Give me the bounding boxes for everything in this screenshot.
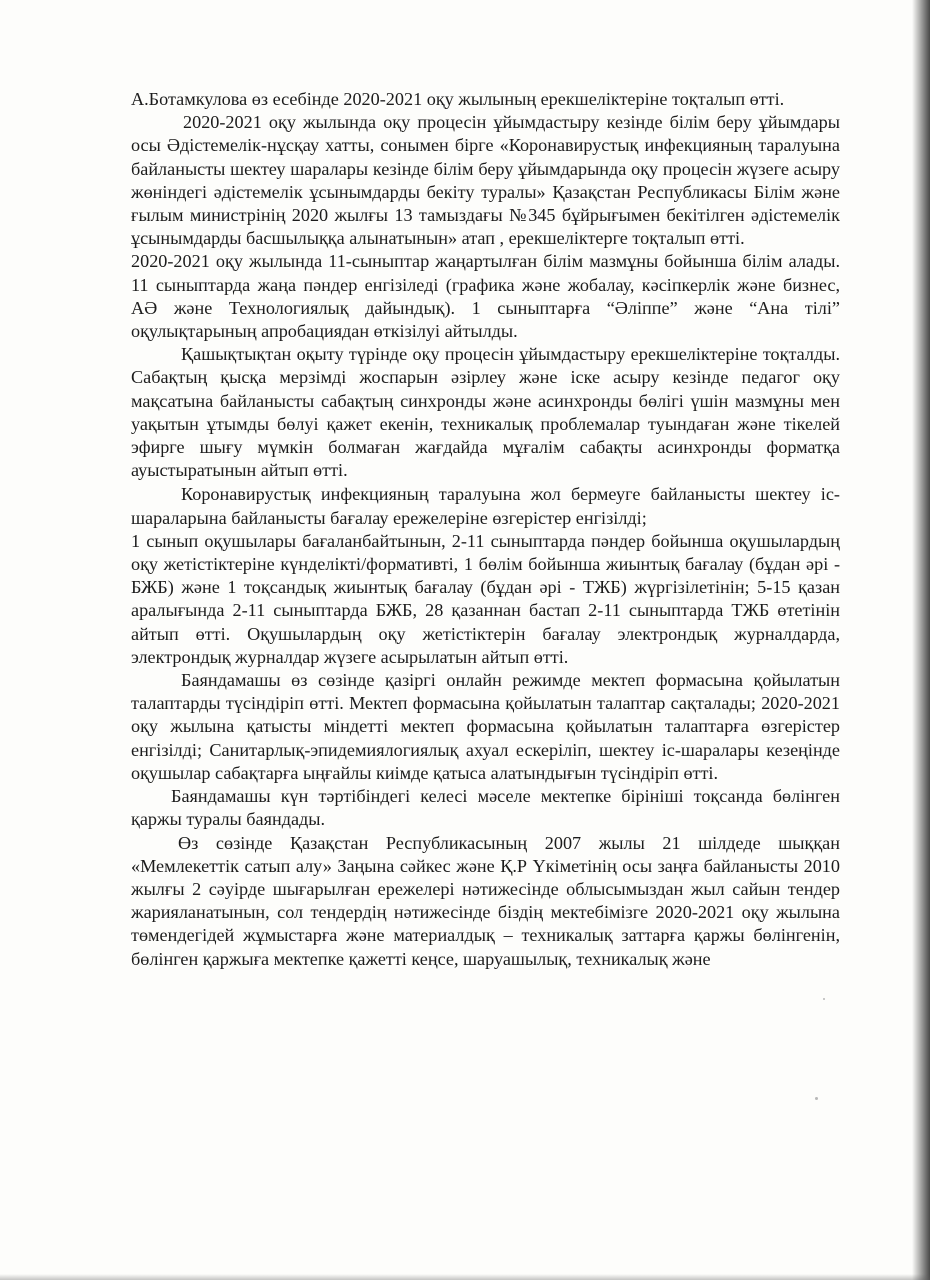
paragraph-procurement: Өз сөзінде Қазақстан Республикасының 2007 жылы 21 шілдеде шыққан «Мемлекеттік сатып алу» Заңына сәйкес және Қ.Р Үкіметінің осы заңға байланысты 2010 жылғы 2 сәуірде шығарылған ережелері нәтижесінде облысымыздан жыл сайын тендер жарияланатынын, сол тендердің нәтижесінде біздің мектебімізге 2020-2021 оқу жылына төмендегідей жұмыстарға және материалдық – техникалық заттарға қаржы бөлінгенін, бөлінген қаржыға мектепке қажетті кеңсе, шаруашылық, техникалық және	[131, 832, 840, 969]
paragraph-report-intro: А.Ботамкулова өз есебінде 2020-2021 оқу жылының ерекшеліктеріне тоқталып өтті.	[131, 89, 785, 109]
scan-edge-shadow	[912, 0, 930, 1280]
paragraph-methodology: 2020-2021 оқу жылында оқу процесін ұйымдастыру кезінде білім беру ұйымдары осы Әдістемелік-нұсқау хатты, сонымен бірге «Коронавирустық инфекцияның таралуына байланысты шектеу шаралары кезінде білім беру ұйымдарында оқу процесін жүзеге асыру жөніндегі әдістемелік ұсынымдарды бекіту туралы» Қазақстан Республикасы Білім және ғылым министрінің 2020 жылғы 13 тамыздағы №345 бұйрығымен бекітілген әдістемелік ұсынымдарды басшылыққа алынатынын» атап , ерекшеліктерге тоқталып өтті.	[131, 112, 840, 249]
paragraph-distance-learning: Қашықтықтан оқыту түрінде оқу процесін ұйымдастыру ерекшеліктеріне тоқталды. Сабақтың қысқа мерзімді жоспарын әзірлеу және іске асыру кезінде педагог оқу мақсатына байланысты сабақтың синхронды және асинхронды бөлігі үшін мазмұны мен уақытын ұтымды бөлуі қажет екенін, техникалық проблемалар туындаған және тікелей эфирге шығу мүмкін болмаған жағдайда мұғалім сабақты асинхронды форматқа ауыстыратынын айтып өтті.	[131, 344, 840, 481]
paragraph-school-uniform: Баяндамашы өз сөзінде қазіргі онлайн режимде мектеп формасына қойылатын талаптарды түсіндіріп өтті. Мектеп формасына қойылатын талаптар сақталады; 2020-2021 оқу жылына қатысты міндетті мектеп формасына қойылатын талаптарға өзгерістер енгізілді; Санитарлық-эпидемиялогиялық ахуал ескеріліп, шектеу іс-шаралары кезеңінде оқушылар сабақтарға ыңғайлы киімде қатыса алатындығын түсіндіріп өтті.	[131, 670, 840, 783]
document-body	[131, 88, 840, 971]
scan-bottom-edge	[0, 1274, 930, 1280]
paragraph-funding-agenda: Баяндамашы күн тәртібіндегі келесі мәселе мектепке бірініші тоқсанда бөлінген қаржы туралы баяндады.	[131, 786, 840, 830]
paragraph-assessment-details: 1 сынып оқушылары бағаланбайтынын, 2-11 сыныптарда пәндер бойынша оқушылардың оқу жетістіктеріне күнделікті/формативті, 1 бөлім бойынша жиынтық бағалау (бұдан әрі - БЖБ) және 1 тоқсандық жиынтық бағалау (бұдан әрі - ТЖБ) жүргізілетінін; 5-15 қазан аралығында 2-11 сыныптарда БЖБ, 28 қазаннан бастап 2-11 сыныптарда ТЖБ өтетінін айтып өтті. Оқушылардың оқу жетістіктерін бағалау электрондық журналдарда, электрондық журналдар жүзеге асырылатын айтып өтті.	[131, 530, 840, 667]
scan-speck	[815, 1097, 818, 1100]
paragraph-assessment-changes: Коронавирустық инфекцияның таралуына жол бермеуге байланысты шектеу іс-шараларына байланысты бағалау ережелеріне өзгерістер енгізілді;	[131, 484, 840, 528]
scan-speck	[823, 998, 825, 1000]
paragraph-updated-content: 2020-2021 оқу жылында 11-сыныптар жаңартылған білім мазмұны бойынша білім алады. 11 сыныптарда жаңа пәндер енгізіледі (графика және жобалау, кәсіпкерлік және бизнес, АӘ және Технологиялық дайындық). 1 сыныптарға “Әліппе” және “Ана тілі” оқулықтарының апробациядан өткізілуі айтылды.	[131, 251, 840, 342]
